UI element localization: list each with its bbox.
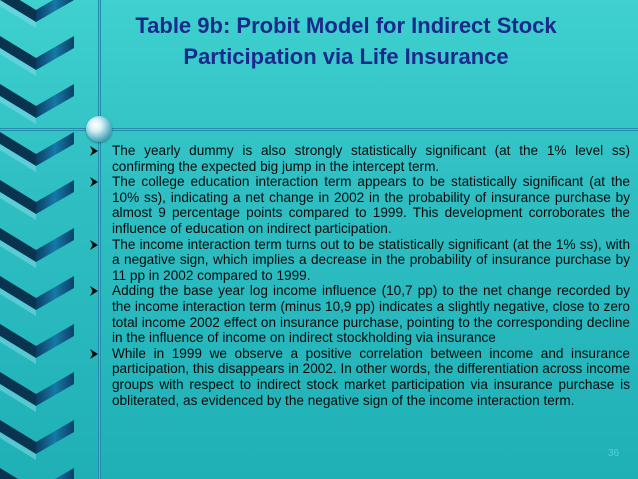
- ribbon-band: [36, 132, 74, 166]
- arrowhead-bullet-icon: [88, 348, 100, 360]
- page-number: 36: [608, 448, 620, 459]
- bullet-text: Adding the base year log income influence (10,7 pp) to the net change recorded by the income interaction term (minus 10,9 pp) indicates a slightly negative, close to zero total income 2002 effect on insurance purchase, pointing to the corresponding decline in the influence of income on indirect stockholding via insurance: [112, 283, 630, 346]
- bullet-item: [88, 143, 630, 174]
- bullet-list: [88, 143, 630, 408]
- bullet-text: The income interaction term turns out to be statistically significant (at the 1% ss), with a negative sign, which implies a decrease in the probability of insurance purchase by 11 pp in 2002 compared to 1999.: [112, 236, 630, 283]
- bullet-text: The yearly dummy is also strongly statistically significant (at the 1% level ss) confirming the expected big jump in the intercept term.: [112, 143, 630, 174]
- ribbon-band: [36, 180, 74, 214]
- bullet-item: [88, 237, 630, 284]
- bullet-item: [88, 283, 630, 345]
- decorative-ribbon: [0, 0, 74, 479]
- bullet-item: [88, 174, 630, 236]
- arrowhead-bullet-icon: [88, 145, 100, 157]
- bullet-text: The college education interaction term appears to be statistically significant (at the 10% ss), indicating a net change in 2002 in the probability of insurance purchase by almost 9 percentage points compared to 1999. This development corroborates the influence of education on indirect participation.: [112, 174, 630, 236]
- ribbon-band: [36, 276, 74, 310]
- ribbon-band-shadow: [0, 468, 36, 479]
- ribbon-band: [36, 468, 74, 479]
- ribbon-band: [36, 36, 74, 70]
- ribbon-band: [36, 228, 74, 262]
- ribbon-band: [36, 84, 74, 118]
- slide-title: [96, 10, 596, 72]
- ribbon-band: [36, 420, 74, 454]
- arrowhead-bullet-icon: [88, 176, 100, 188]
- ribbon-band: [36, 0, 74, 22]
- bullet-item: [88, 346, 630, 408]
- ribbon-band: [36, 324, 74, 358]
- ribbon-band: [36, 372, 74, 406]
- title-line-1: Table 9b: Probit Model for Indirect Stock: [135, 13, 557, 38]
- arrowhead-bullet-icon: [88, 285, 100, 297]
- bullet-text: While in 1999 we observe a positive correlation between income and insurance participation, this disappears in 2002. In other words, the differentiation across income groups with respect to indirect stock market participation via insurance purchase is obliterated, as evidenced by the negative sign of the income interaction term.: [112, 345, 630, 408]
- title-line-2: Participation via Life Insurance: [183, 44, 509, 69]
- divider-knob: [86, 116, 112, 142]
- arrowhead-bullet-icon: [88, 239, 100, 251]
